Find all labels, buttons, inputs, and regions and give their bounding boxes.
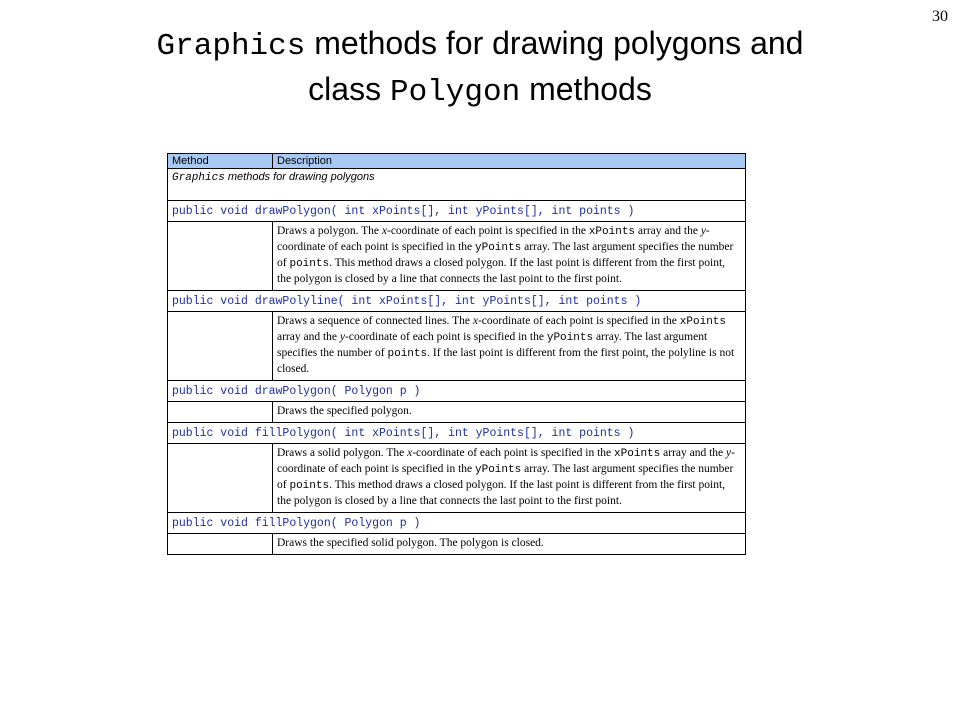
code-term: xPoints: [588, 226, 636, 238]
title-text-2a: class: [308, 71, 390, 107]
code-term: xPoints: [679, 316, 727, 328]
code-term: yPoints: [546, 332, 594, 344]
description-text: -coordinate of each point is specified in the: [277, 447, 735, 475]
method-signature-row: [168, 513, 746, 534]
empty-cell: [168, 534, 273, 555]
header-description: Description: [273, 154, 746, 169]
method-signature: public void drawPolyline( int xPoints[], int yPoints[], int points ): [168, 291, 746, 312]
method-signature: public void fillPolygon( int xPoints[], int yPoints[], int points ): [168, 423, 746, 444]
method-description: [273, 402, 746, 423]
description-text: . This method draws a closed polygon. If the last point is different from the first point, the polygon is closed by a line that connects the last point to the first point.: [277, 257, 726, 285]
italic-term: x: [472, 315, 478, 327]
code-term: yPoints: [475, 242, 522, 254]
method-description-row: [168, 222, 746, 291]
description-text: . This method draws a closed polygon. If the last point is different from the first point, the polygon is closed by a line that connects the last point to the first point.: [277, 479, 726, 507]
description-text: array and the: [635, 225, 701, 237]
description-text: Draws a sequence of connected lines. The: [277, 315, 473, 327]
code-term: yPoints: [475, 464, 522, 476]
title-text-1: methods for drawing polygons and: [305, 25, 804, 61]
description-text: Draws the specified solid polygon. The polygon is closed.: [277, 537, 544, 549]
method-signature-row: [168, 201, 746, 222]
description-text: -coordinate of each point is specified in the: [412, 447, 615, 459]
slide-title: [60, 22, 900, 114]
method-description: [273, 312, 746, 381]
italic-term: y: [339, 331, 346, 343]
method-description-row: [168, 312, 746, 381]
method-signature-row: [168, 381, 746, 402]
title-code-graphics: Graphics: [156, 29, 306, 64]
description-text: -coordinate of each point is specified in the: [345, 331, 547, 343]
section-row: [168, 169, 746, 201]
description-text: Draws the specified polygon.: [277, 405, 412, 417]
section-label: [168, 169, 746, 201]
method-description: [273, 534, 746, 555]
code-term: points: [289, 258, 330, 270]
method-signature: public void drawPolygon( Polygon p ): [168, 381, 746, 402]
title-text-2b: methods: [520, 71, 652, 107]
methods-table: [167, 153, 746, 555]
description-text: array. The last argument specifies the number of: [277, 241, 734, 269]
page-number: 30: [932, 8, 948, 25]
empty-cell: [168, 402, 273, 423]
method-description: [273, 222, 746, 291]
italic-term: y: [700, 225, 706, 237]
description-text: array. The last argument specifies the number of: [277, 463, 734, 491]
description-text: Draws a solid polygon. The: [277, 447, 408, 459]
title-line-2: [60, 68, 900, 114]
title-code-polygon: Polygon: [389, 75, 521, 110]
title-line-1: [60, 22, 900, 68]
description-text: array. The last argument specifies the number of: [277, 331, 708, 359]
header-method: Method: [168, 154, 273, 169]
method-signature: public void drawPolygon( int xPoints[], int yPoints[], int points ): [168, 201, 746, 222]
empty-cell: [168, 444, 273, 513]
code-term: points: [387, 348, 428, 360]
description-text: array and the: [277, 331, 340, 343]
description-text: Draws a polygon. The: [277, 225, 382, 237]
method-description-row: [168, 534, 746, 555]
code-term: points: [289, 480, 330, 492]
description-text: -coordinate of each point is specified in the: [386, 225, 589, 237]
empty-cell: [168, 222, 273, 291]
section-code: Graphics: [172, 172, 225, 184]
italic-term: x: [381, 225, 387, 237]
italic-term: y: [726, 447, 732, 459]
method-description-row: [168, 402, 746, 423]
table-header-row: [168, 154, 746, 169]
section-text: methods for drawing polygons: [224, 171, 375, 183]
method-description: [273, 444, 746, 513]
method-signature-row: [168, 291, 746, 312]
method-signature-row: [168, 423, 746, 444]
method-signature: public void fillPolygon( Polygon p ): [168, 513, 746, 534]
description-text: . If the last point is different from the first point, the polyline is not closed.: [277, 347, 735, 375]
code-term: xPoints: [614, 448, 661, 460]
description-text: array and the: [660, 447, 727, 459]
method-description-row: [168, 444, 746, 513]
description-text: -coordinate of each point is specified in the: [277, 225, 710, 253]
italic-term: x: [407, 447, 413, 459]
description-text: -coordinate of each point is specified in the: [477, 315, 680, 327]
empty-cell: [168, 312, 273, 381]
